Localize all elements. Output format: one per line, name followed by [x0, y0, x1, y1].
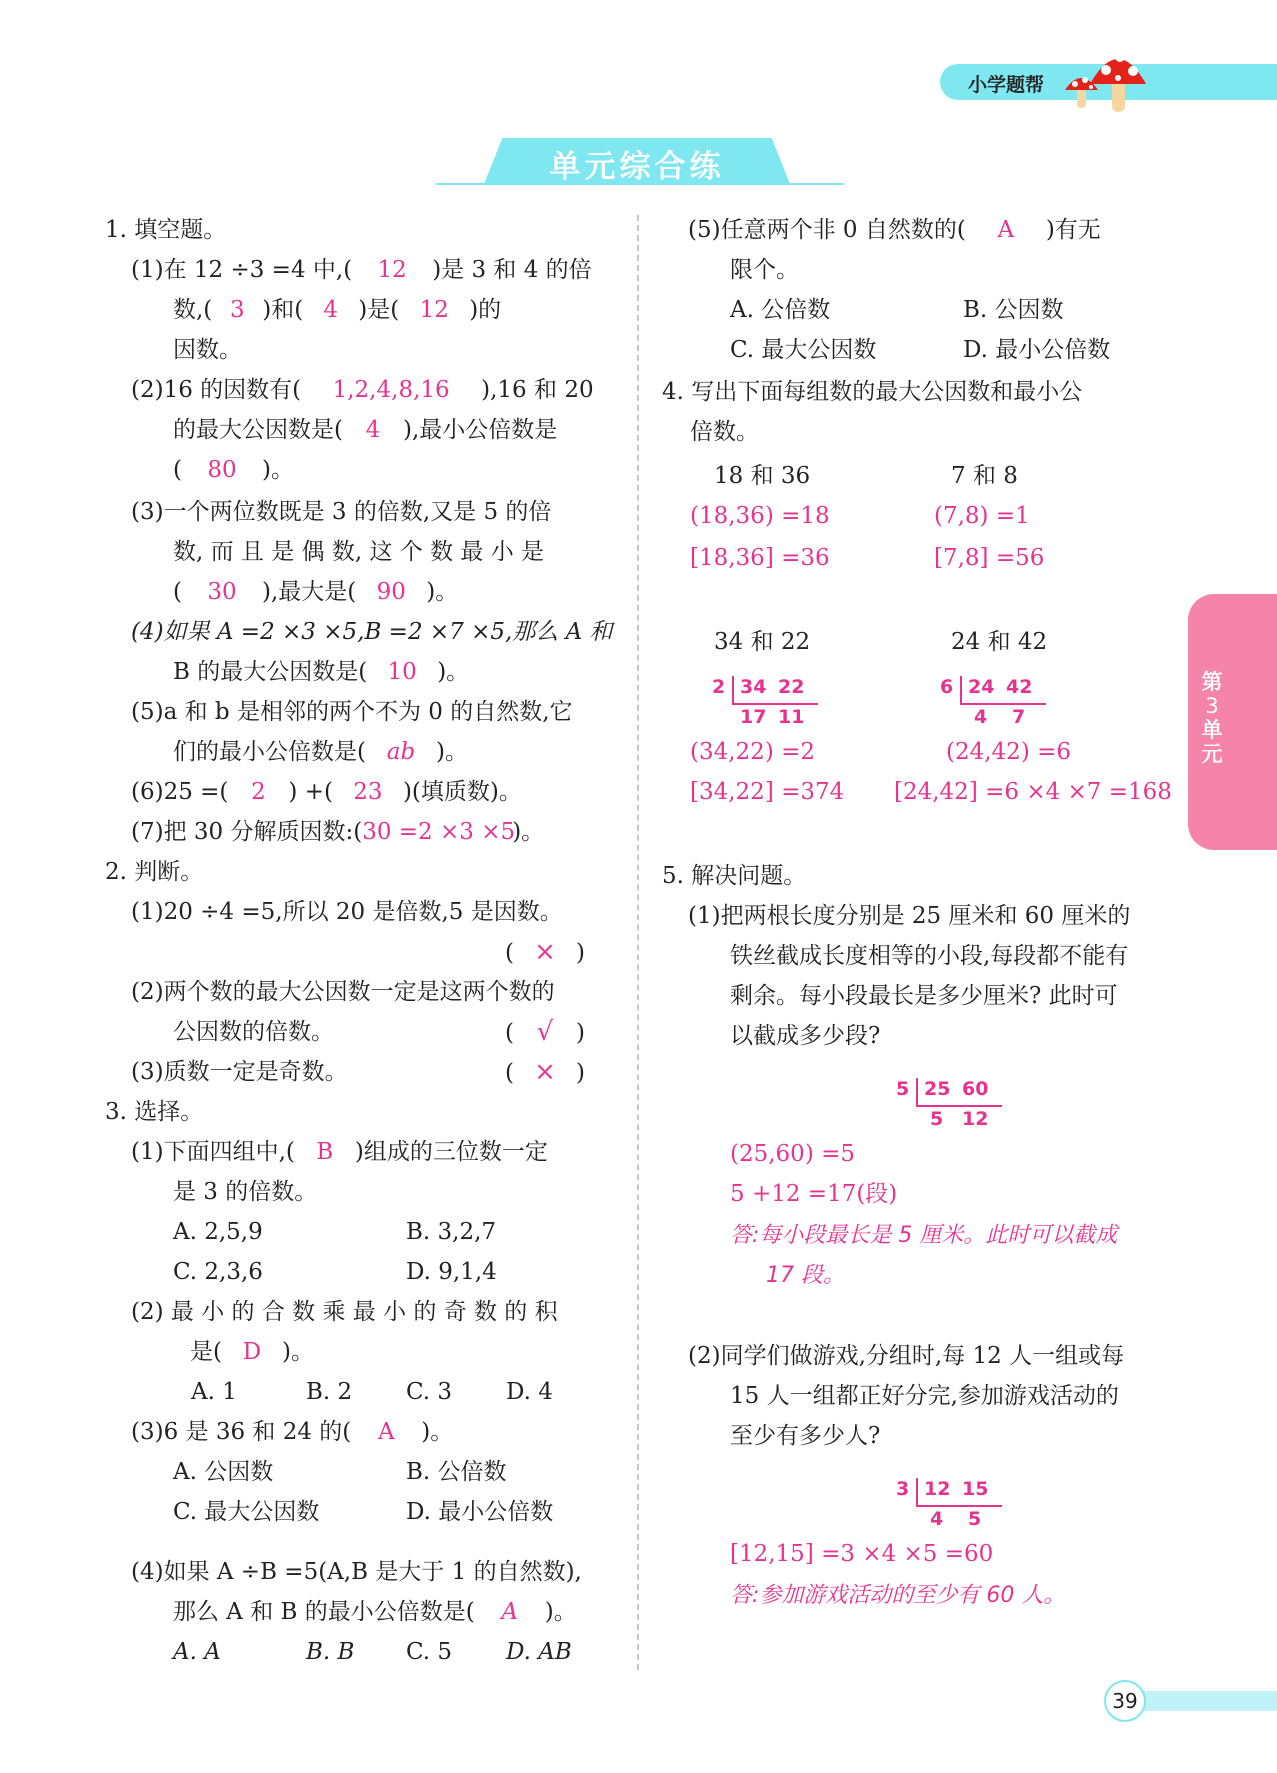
short-division: 6 24 42 4 7: [940, 676, 1050, 732]
option: A. 2,5,9: [173, 1219, 263, 1245]
option: D. 4: [506, 1379, 553, 1405]
q1-p3-line2: 数, 而 且 是 偶 数, 这 个 数 最 小 是: [173, 539, 545, 565]
q3-p4-line2: 那么 A 和 B 的最小公倍数是( A )。: [173, 1599, 577, 1625]
q1-p1-line3: 因数。: [173, 337, 242, 363]
q4-group2-lcm: [7,8] =56: [934, 545, 1045, 571]
q3-p1-line2: 是 3 的倍数。: [173, 1179, 318, 1205]
q1-p1-line1: (1)在 12 ÷3 =4 中,( 12 )是 3 和 4 的倍: [131, 252, 592, 288]
brand-name: 小学题帮: [968, 74, 1045, 96]
option: A. 公因数: [173, 1459, 274, 1485]
q3-p1-line1: (1)下面四组中,( B )组成的三位数一定: [131, 1139, 548, 1165]
q2-p3-judgement: ( × ): [505, 1057, 585, 1087]
q5-p2-answer: 答:参加游戏活动的至少有 60 人。: [730, 1583, 1066, 1608]
short-division: 2 34 22 17 11: [712, 676, 822, 732]
q4-group1-label: 18 和 36: [714, 463, 811, 489]
q4-group3-label: 34 和 22: [714, 629, 811, 655]
q5-p1-answer-line2: 17 段。: [766, 1263, 845, 1288]
q3-p4-line1: (4)如果 A ÷B =5(A,B 是大于 1 的自然数),: [131, 1559, 582, 1585]
q1-p2-line1: (2)16 的因数有( 1,2,4,8,16 ),16 和 20: [131, 377, 594, 403]
q3-p2-line1: (2) 最 小 的 合 数 乘 最 小 的 奇 数 的 积: [131, 1299, 558, 1325]
option: B. 公倍数: [406, 1459, 507, 1485]
q1-p7: (7)把 30 分解质因数:(30 =2 ×3 ×5)。: [131, 819, 545, 845]
q5-p1-work1: (25,60) =5: [730, 1141, 856, 1167]
q5-p2-line2: 15 人一组都正好分完,参加游戏活动的: [730, 1383, 1119, 1409]
q4-group4-lcm: [24,42] =6 ×4 ×7 =168: [894, 779, 1172, 805]
option: D. AB: [506, 1639, 572, 1665]
q1-p2-line3: ( 80 )。: [173, 457, 294, 483]
q5-p1-work2: 5 +12 =17(段): [730, 1181, 898, 1207]
column-divider: [637, 215, 639, 1670]
mushroom-icon: [1060, 40, 1150, 120]
q3-p3-line1: (3)6 是 36 和 24 的( A )。: [131, 1419, 454, 1445]
q4-group4-gcd: (24,42) =6: [946, 739, 1072, 765]
page-number: 39: [1104, 1680, 1146, 1722]
q5-title: 5. 解决问题。: [662, 863, 807, 889]
q1-p1-line2: 数,( 3 )和( 4 )是( 12 )的: [173, 297, 502, 323]
q1-p3-line1: (3)一个两位数既是 3 的倍数,又是 5 的倍: [131, 499, 552, 525]
q5-p2-line3: 至少有多少人?: [730, 1423, 881, 1449]
q4-group2-gcd: (7,8) =1: [934, 503, 1030, 529]
answer: 12: [377, 257, 407, 283]
option: B. 公因数: [963, 297, 1064, 323]
q3-title: 3. 选择。: [105, 1099, 204, 1125]
q1-title: 1. 填空题。: [105, 217, 227, 243]
q5-p1-answer-line1: 答:每小段最长是 5 厘米。此时可以截成: [730, 1223, 1118, 1248]
q5-p2-work1: [12,15] =3 ×4 ×5 =60: [730, 1541, 994, 1567]
option: C. 2,3,6: [173, 1259, 263, 1285]
q3-p5-line1: (5)任意两个非 0 自然数的( A )有无: [688, 217, 1101, 243]
q5-p1-line2: 铁丝截成长度相等的小段,每段都不能有: [730, 943, 1129, 969]
option: D. 最小公倍数: [406, 1499, 554, 1525]
q3-p5-line2: 限个。: [730, 257, 799, 283]
q5-p1-line3: 剩余。每小段最长是多少厘米? 此时可: [730, 983, 1118, 1009]
unit-side-label: 第 3 单 元: [1201, 670, 1223, 766]
option: C. 3: [406, 1379, 453, 1405]
q4-group1-lcm: [18,36] =36: [690, 545, 830, 571]
page-title: 单元综合练: [549, 149, 725, 185]
q5-p1-line1: (1)把两根长度分别是 25 厘米和 60 厘米的: [688, 903, 1131, 929]
q5-p2-line1: (2)同学们做游戏,分组时,每 12 人一组或每: [688, 1343, 1125, 1369]
q4-group1-gcd: (18,36) =18: [690, 503, 830, 529]
q1-p3-line3: ( 30 ),最大是( 90 )。: [173, 579, 459, 605]
q2-p1-line1: (1)20 ÷4 =5,所以 20 是倍数,5 是因数。: [131, 899, 563, 925]
q1-p4-line1: (4)如果 A =2 ×3 ×5,B =2 ×7 ×5,那么 A 和: [131, 619, 613, 645]
short-division: 3 12 15 4 5: [896, 1478, 1006, 1534]
q2-p1-judgement: ( × ): [505, 937, 585, 967]
q3-p2-line2: 是( D )。: [190, 1339, 314, 1365]
q2-p2-line2: 公因数的倍数。: [173, 1019, 334, 1045]
option: B. 3,2,7: [406, 1219, 497, 1245]
option: A. A: [173, 1639, 221, 1665]
q1-p4-line2: B 的最大公因数是( 10 )。: [173, 659, 470, 685]
q1-p6: (6)25 =( 2 ) +( 23 )(填质数)。: [131, 779, 522, 805]
option: B. B: [306, 1639, 355, 1665]
option: C. 5: [406, 1639, 453, 1665]
q4-title-line2: 倍数。: [690, 419, 759, 445]
q2-p2-judgement: ( √ ): [505, 1017, 585, 1047]
q4-group4-label: 24 和 42: [951, 629, 1048, 655]
option: B. 2: [306, 1379, 353, 1405]
q2-title: 2. 判断。: [105, 859, 204, 885]
q4-group2-label: 7 和 8: [951, 463, 1018, 489]
option: C. 最大公因数: [173, 1499, 320, 1525]
q1-p5-line1: (5)a 和 b 是相邻的两个不为 0 的自然数,它: [131, 699, 573, 725]
option: C. 最大公因数: [730, 337, 877, 363]
q5-p1-line4: 以截成多少段?: [730, 1023, 881, 1049]
option: A. 公倍数: [730, 297, 831, 323]
option: A. 1: [191, 1379, 237, 1405]
q4-group3-gcd: (34,22) =2: [690, 739, 816, 765]
q4-title-line1: 4. 写出下面每组数的最大公因数和最小公: [662, 379, 1083, 405]
q1-p2-line2: 的最大公因数是( 4 ),最小公倍数是: [173, 417, 558, 443]
q4-group3-lcm: [34,22] =374: [690, 779, 845, 805]
short-division: 5 25 60 5 12: [896, 1078, 1006, 1134]
q1-p5-line2: 们的最小公倍数是( ab )。: [173, 739, 468, 765]
option: D. 9,1,4: [406, 1259, 497, 1285]
q2-p2-line1: (2)两个数的最大公因数一定是这两个数的: [131, 979, 555, 1005]
q2-p3-line1: (3)质数一定是奇数。: [131, 1059, 348, 1085]
option: D. 最小公倍数: [963, 337, 1111, 363]
